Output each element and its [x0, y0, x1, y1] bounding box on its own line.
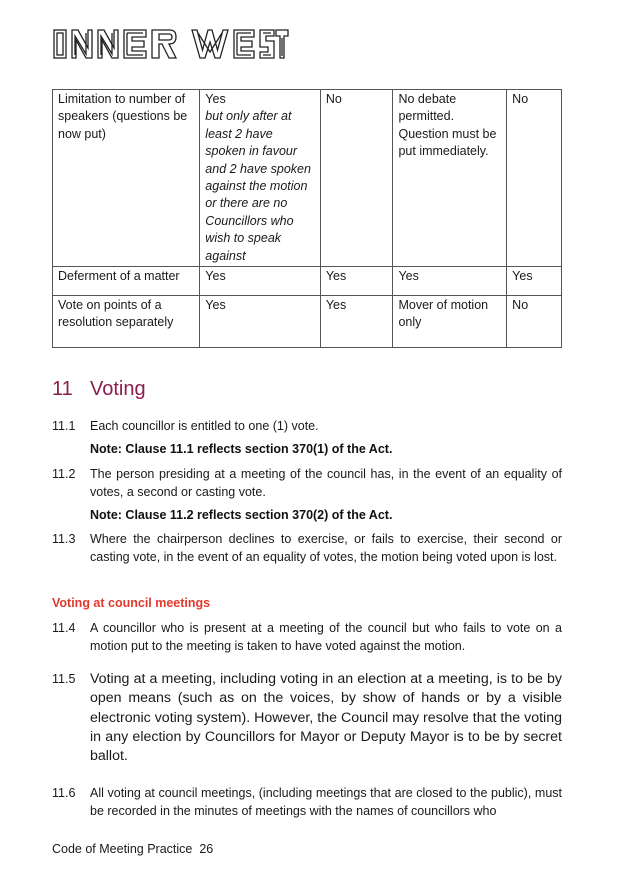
clause-number: 11.2 [52, 467, 76, 481]
clause-text: Voting at a meeting, including voting in an election at a meeting, is to be by open means (such as on the voices, by show of hands or by a visible electronic voting system). However, the Council may resolve that the voting in any election by Councillors for Mayor or Deputy Mayor is to be by secret ballot. [90, 671, 562, 765]
table-cell: Yes [200, 267, 321, 296]
table-row [53, 296, 562, 348]
clause [52, 465, 562, 501]
table-row [53, 90, 562, 267]
table-cell: Yes [507, 267, 562, 296]
footer-page-number: 26 [199, 842, 214, 856]
footer-doc-title: Code of Meeting Practice [52, 842, 193, 856]
cell-detail: but only after at least 2 have spoken in favour and 2 have spoken against the motion or there are no Councillors who wish to speak against [205, 109, 311, 263]
clause-number: 11.6 [52, 786, 76, 800]
clause-number: 11.4 [52, 621, 76, 635]
table-cell: Vote on points of a resolution separately [53, 296, 200, 348]
clause-text: The person presiding at a meeting of the council has, in the event of an equality of votes, a second or casting vote. [90, 467, 562, 499]
table-cell: No debate permitted. Question must be put immediately. [393, 90, 507, 267]
clause [52, 417, 562, 435]
note: Note: Clause 11.2 reflects section 370(2) of the Act. [90, 508, 393, 522]
table-cell: No [507, 296, 562, 348]
clause-number: 11.3 [52, 532, 76, 546]
section-heading [52, 378, 146, 401]
clause-text: Each councillor is entitled to one (1) vote. [90, 419, 319, 433]
clause-number: 11.5 [52, 672, 76, 686]
table-cell: Deferment of a matter [53, 267, 200, 296]
clause [52, 670, 562, 766]
clause [52, 530, 562, 566]
clause [52, 619, 562, 655]
table-cell: Limitation to number of speakers (questions be now put) [53, 90, 200, 267]
note: Note: Clause 11.1 reflects section 370(1) of the Act. [90, 442, 393, 456]
cell-value: Yes [205, 92, 226, 106]
inner-west-logo [52, 26, 290, 62]
table-cell: Yes [393, 267, 507, 296]
clause-number: 11.1 [52, 419, 76, 433]
clause-text: A councillor who is present at a meeting of the council but who fails to vote on a motion put to the meeting is taken to have voted against the motion. [90, 621, 562, 653]
table-cell: Yes [320, 267, 393, 296]
table-cell: Yes [200, 296, 321, 348]
clause [52, 784, 562, 820]
clause-text: All voting at council meetings, (including meetings that are closed to the public), must be recorded in the minutes of meetings with the names of councillors who [90, 786, 562, 818]
clause-text: Where the chairperson declines to exercise, or fails to exercise, their second or casting vote, in the event of an equality of votes, the motion being voted upon is lost. [90, 532, 562, 564]
table-row [53, 267, 562, 296]
procedure-table [52, 89, 562, 348]
table-cell: Yes [320, 296, 393, 348]
section-number: 11 [52, 378, 73, 400]
table-cell: No [320, 90, 393, 267]
subheading: Voting at council meetings [52, 596, 211, 610]
page-footer [52, 842, 213, 856]
table-cell: No [507, 90, 562, 267]
section-title: Voting [90, 378, 146, 400]
table-cell: Mover of motion only [393, 296, 507, 348]
table-cell [200, 90, 321, 267]
